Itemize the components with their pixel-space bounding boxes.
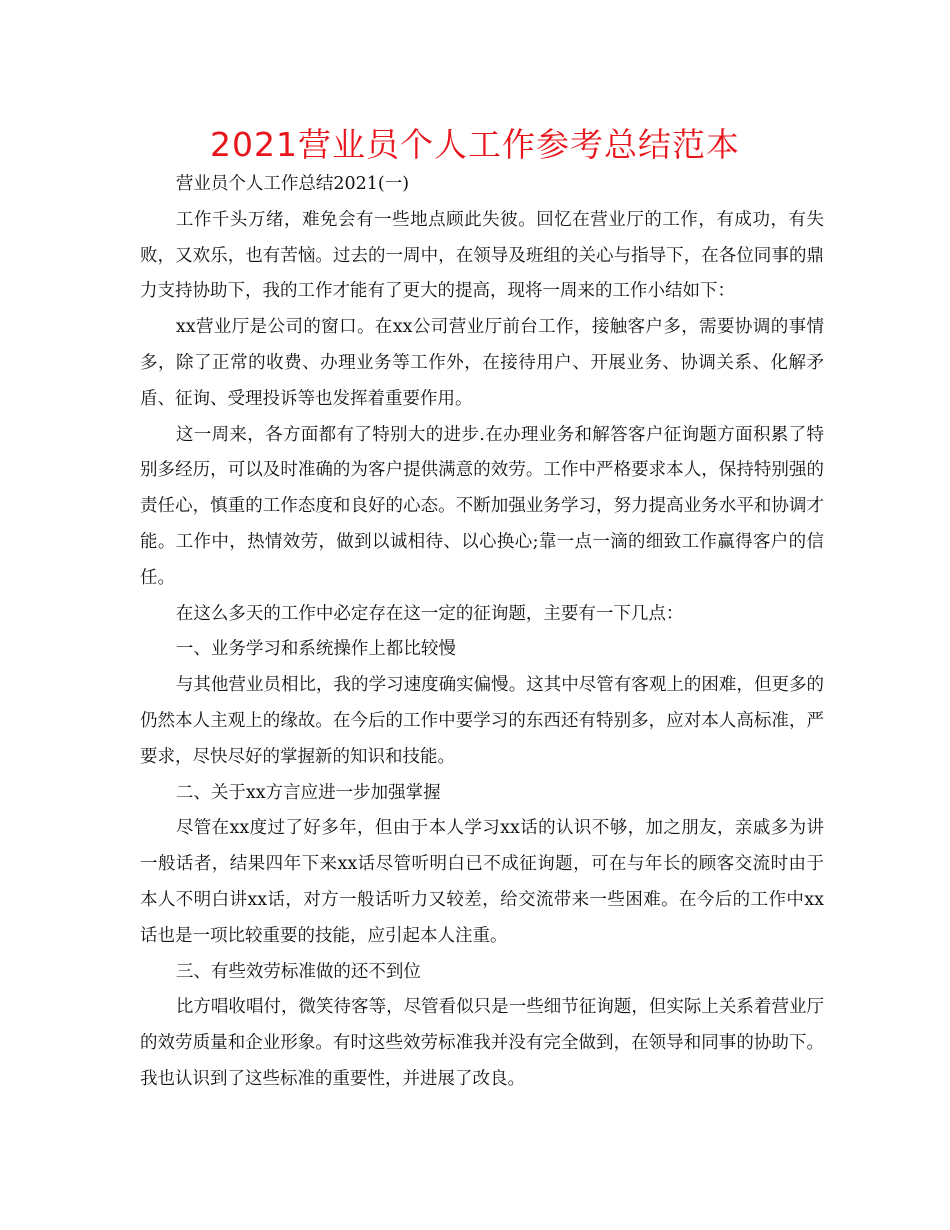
- paragraph-problems-intro: 在这么多天的工作中必定存在这一定的征询题，主要有一下几点：: [175, 603, 684, 624]
- paragraph-intro: 工作千头万绪，难免会有一些地点顾此失彼。回忆在营业厅的工作，有成功，有失败，又欢乐，也有苦恼。过去的一周中，在领导及班组的关心与指导下，在各位同事的鼎力支持协助下，我的工作才能有了更大的提高，现将一周来的工作小结如下：: [140, 209, 824, 302]
- paragraph-hall-role: xx营业厅是公司的窗口。在xx公司营业厅前台工作，接触客户多，需要协调的事情多，除了正常的收费、办理业务等工作外，在接待用户、开展业务、协调关系、化解矛盾、征询、受理投诉等也发挥着重要作用。: [140, 317, 824, 409]
- section-heading-2: 二、关于xx方言应进一步加强掌握: [175, 782, 441, 803]
- document-title: 2021营业员个人工作参考总结范本: [210, 125, 740, 164]
- paragraph-section-3: 比方唱收唱付，微笑待客等，尽管看似只是一些细节征询题，但实际上关系着营业厅的效劳质量和企业形象。有时这些效劳标准我并没有完全做到，在领导和同事的协助下。我也认识到了这些标准的重要性，并进展了改良。: [140, 997, 824, 1089]
- paragraph-subtitle: 营业员个人工作总结2021(一): [175, 174, 410, 194]
- paragraph-section-1: 与其他营业员相比，我的学习速度确实偏慢。这其中尽管有客观上的困难，但更多的仍然本人主观上的缘故。在今后的工作中要学习的东西还有特别多，应对本人高标准，严要求，尽快尽好的掌握新的知识和技能。: [140, 675, 824, 767]
- section-heading-3: 三、有些效劳标准做的还不到位: [175, 961, 421, 982]
- section-heading-1: 一、业务学习和系统操作上都比较慢: [175, 639, 456, 660]
- paragraph-progress: 这一周来，各方面都有了特别大的进步.在办理业务和解答客户征询题方面积累了特别多经历，可以及时准确的为客户提供满意的效劳。工作中严格要求本人，保持特别强的责任心，慎重的工作态度和良好的心态。不断加强业务学习，努力提高业务水平和协调才能。工作中，热情效劳，做到以诚相待、以心换心;靠一点一滴的细致工作赢得客户的信任。: [140, 424, 824, 588]
- paragraph-section-2: 尽管在xx度过了好多年，但由于本人学习xx话的认识不够，加之朋友，亲戚多为讲一般话者，结果四年下来xx话尽管听明白已不成征询题，可在与年长的顾客交流时由于本人不明白讲xx话，对方一般话听力又较差，给交流带来一些困难。在今后的工作中xx话也是一项比较重要的技能，应引起本人注重。: [140, 818, 824, 946]
- document-body: [140, 167, 824, 1098]
